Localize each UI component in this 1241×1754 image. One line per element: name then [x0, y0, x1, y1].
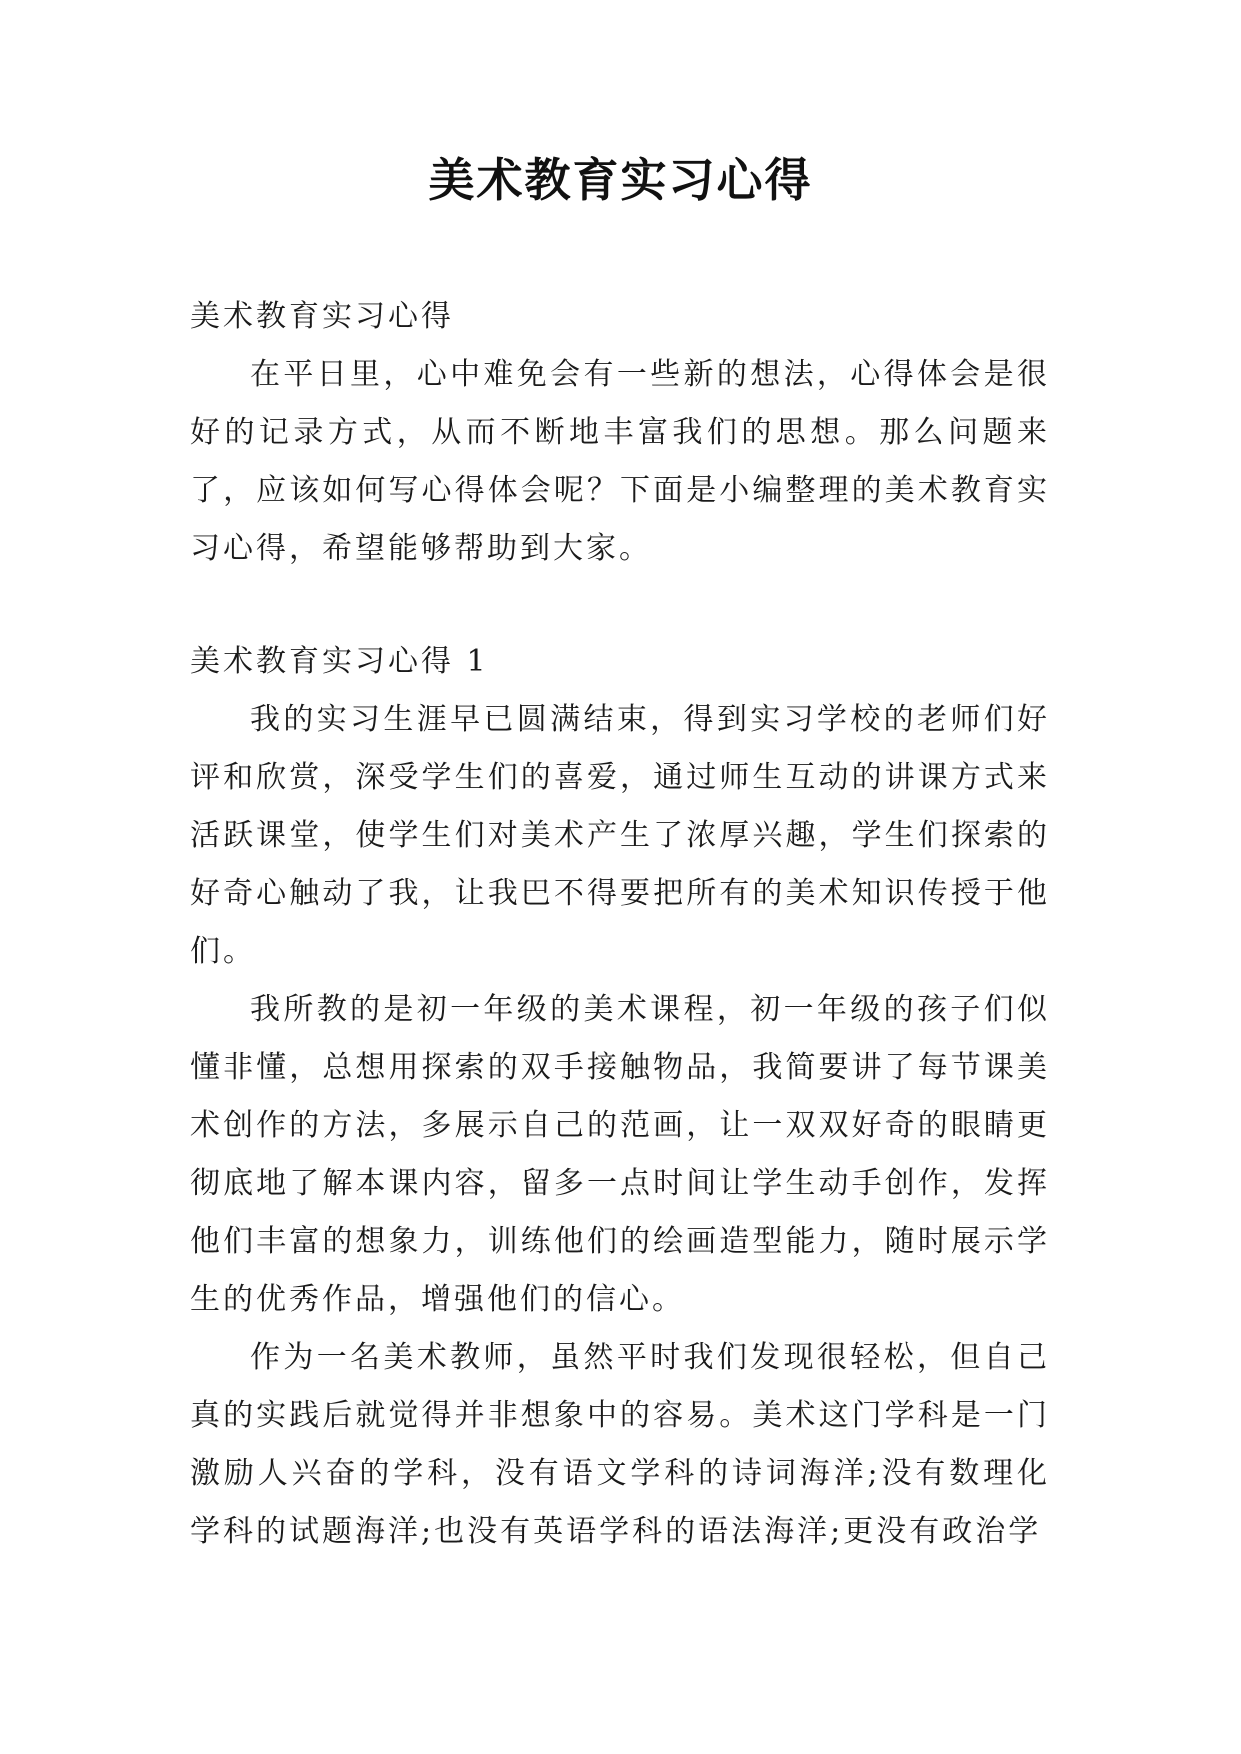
intro-paragraph: 在平日里，心中难免会有一些新的想法，心得体会是很好的记录方式，从而不断地丰富我们的思想。那么问题来了，应该如何写心得体会呢？下面是小编整理的美术教育实习心得，希望能够帮助到大家。: [190, 357, 1050, 566]
section-1-paragraph-3: 作为一名美术教师，虽然平时我们发现很轻松，但自己真的实践后就觉得并非想象中的容易。美术这门学科是一门激励人兴奋的学科，没有语文学科的诗词海洋;没有数理化学科的试题海洋;也没有英语学科的语法海洋;更没有政治学: [190, 1340, 1050, 1549]
document-title: 美术教育实习心得: [428, 153, 813, 207]
section-1-block: [190, 633, 1050, 1561]
section-1-heading: 美术教育实习心得 1: [190, 644, 489, 679]
intro-heading: 美术教育实习心得: [190, 299, 454, 334]
section-1-paragraph-1: 我的实习生涯早已圆满结束，得到实习学校的老师们好评和欣赏，深受学生们的喜爱，通过师生互动的讲课方式来活跃课堂，使学生们对美术产生了浓厚兴趣，学生们探索的好奇心触动了我，让我巴不得要把所有的美术知识传授于他们。: [190, 702, 1050, 969]
section-1-paragraph-2: 我所教的是初一年级的美术课程，初一年级的孩子们似懂非懂，总想用探索的双手接触物品，我简要讲了每节课美术创作的方法，多展示自己的范画，让一双双好奇的眼睛更彻底地了解本课内容，留多一点时间让学生动手创作，发挥他们丰富的想象力，训练他们的绘画造型能力，随时展示学生的优秀作品，增强他们的信心。: [190, 992, 1050, 1317]
intro-block: [190, 288, 1050, 578]
